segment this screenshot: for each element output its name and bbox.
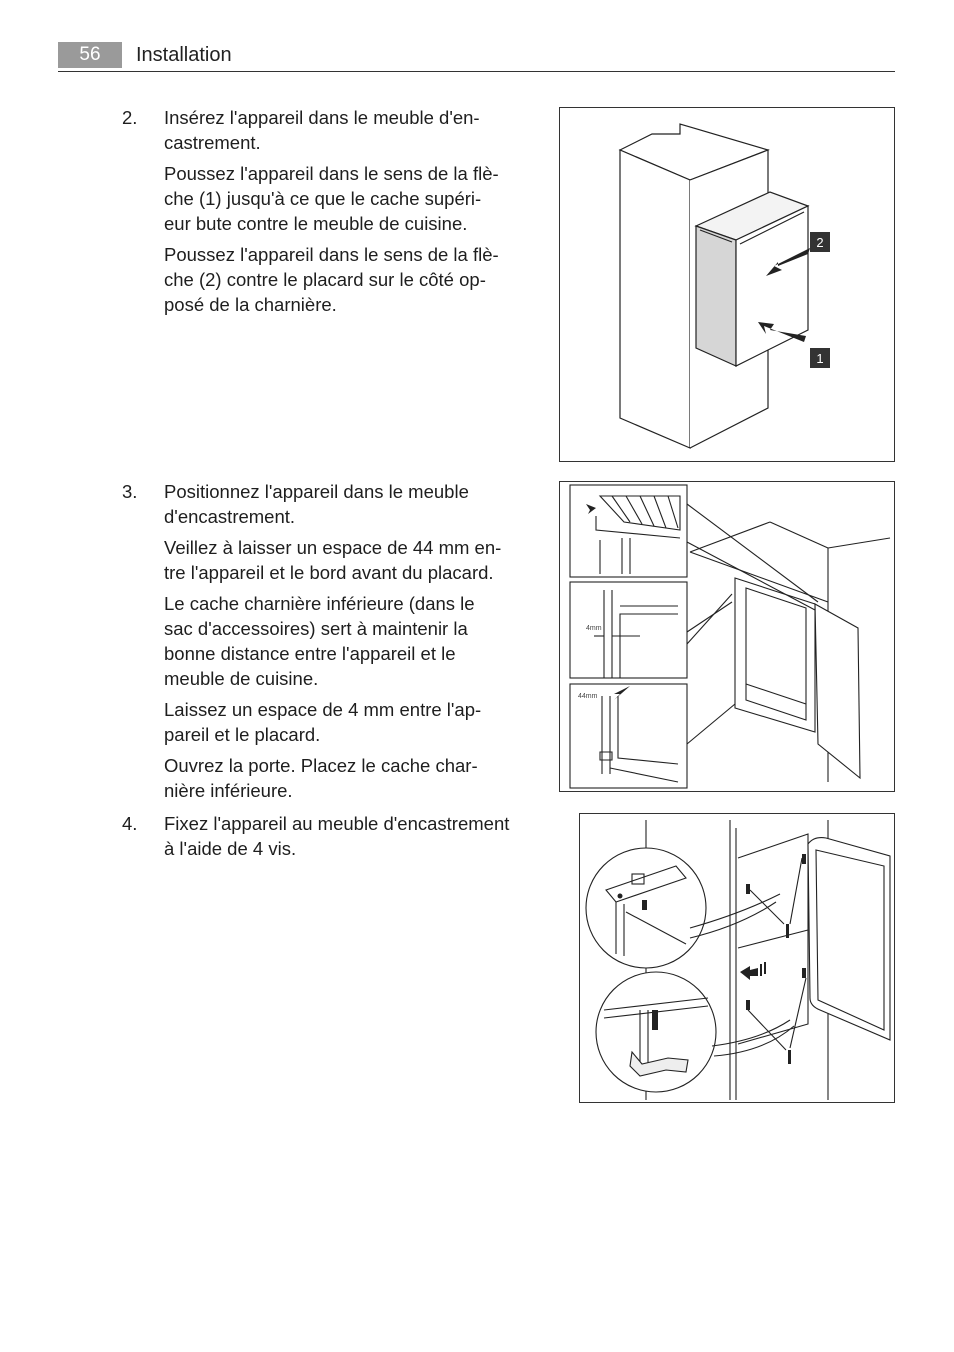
step-number: 4. [122,813,138,834]
dim-4mm-label: 4mm [586,625,602,632]
step-paragraph: Insérez l'appareil dans le meuble d'en- castrement. [164,107,480,153]
step-3 [122,479,532,809]
figure-insert-appliance [559,107,895,462]
arrow-1-label: 1 [816,351,824,366]
section-title: Installation [136,44,232,66]
step-number: 3. [122,481,138,502]
step-paragraph: Laissez un espace de 4 mm entre l'ap- pareil et le placard. [164,699,482,745]
figure-positioning [559,481,895,792]
dim-44mm-label: 44mm [578,693,598,700]
arrow-2-label: 2 [816,235,824,250]
step-paragraph: Fixez l'appareil au meuble d'encastrement à l'aide de 4 vis. [164,813,510,859]
step-paragraph: Poussez l'appareil dans le sens de la flè- che (1) jusqu'à ce que le cache supéri- eur bute contre le meuble de cuisine. [164,163,499,234]
page-header [58,40,895,72]
figure-fixing-screws [579,813,895,1103]
insert-appliance-illustration [560,108,894,461]
step-paragraph: Le cache charnière inférieure (dans le sac d'accessoires) sert à maintenir la bonne distance entre l'appareil et le meuble de cuisine. [164,593,475,689]
step-4 [122,811,532,867]
step-number: 2. [122,107,138,128]
step-paragraph: Ouvrez la porte. Placez le cache char- nière inférieure. [164,755,478,801]
page-number: 56 [58,42,122,68]
step-paragraph: Poussez l'appareil dans le sens de la flè- che (2) contre le placard sur le côté op- posé de la charnière. [164,244,499,315]
header-rule [58,71,895,72]
step-2 [122,105,532,323]
fixing-screws-illustration [580,814,894,1102]
step-paragraph: Positionnez l'appareil dans le meuble d'encastrement. [164,481,469,527]
positioning-illustration [560,482,894,791]
step-paragraph: Veillez à laisser un espace de 44 mm en- tre l'appareil et le bord avant du placard. [164,537,502,583]
